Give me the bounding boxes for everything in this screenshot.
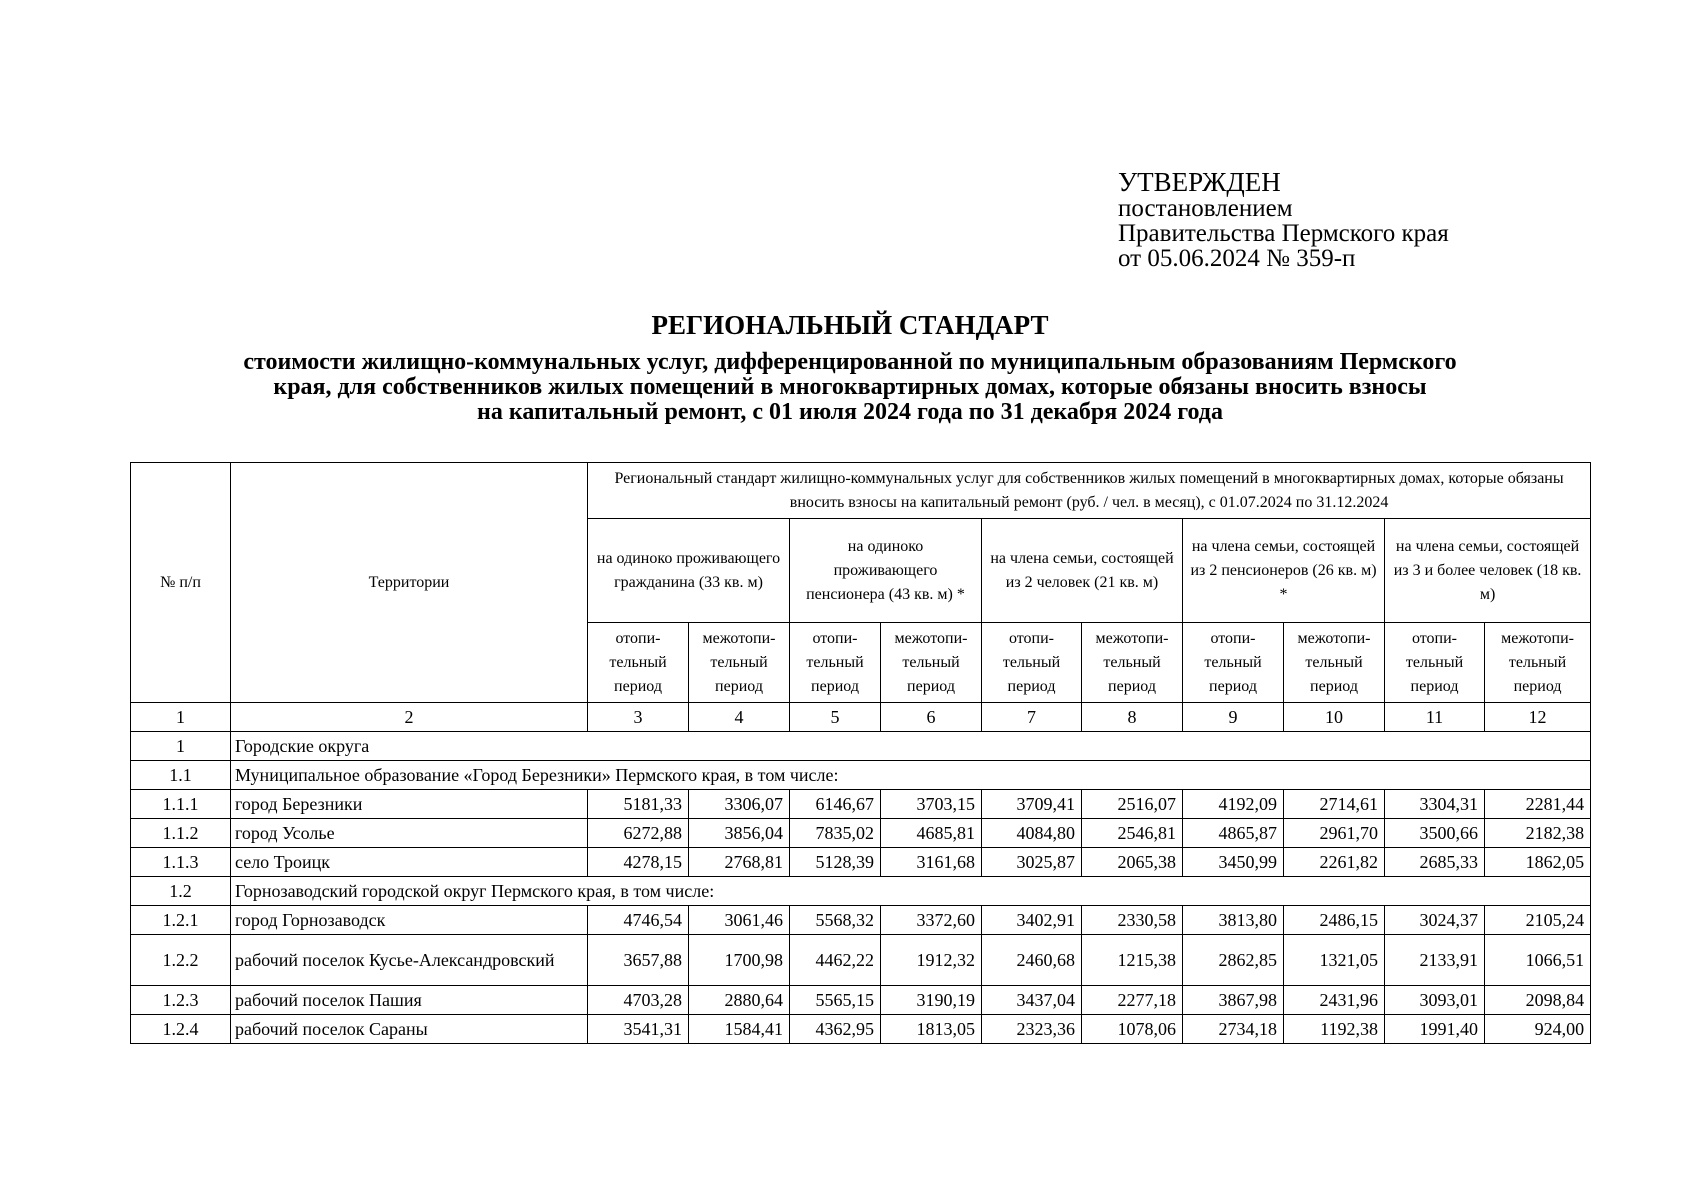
value-cell: 2486,15 xyxy=(1284,906,1385,935)
value-cell: 3306,07 xyxy=(689,790,790,819)
subtitle-line-1: стоимости жилищно-коммунальных услуг, дифференцированной по муниципальным образованиям Пермского xyxy=(243,349,1457,375)
value-cell: 2182,38 xyxy=(1485,819,1591,848)
value-cell: 3541,31 xyxy=(588,1015,689,1044)
row-number: 1.2.4 xyxy=(131,1015,231,1044)
value-cell: 3437,04 xyxy=(982,986,1082,1015)
value-cell: 5128,39 xyxy=(790,848,881,877)
value-cell: 4746,54 xyxy=(588,906,689,935)
table-row xyxy=(131,790,1591,819)
value-cell: 2330,58 xyxy=(1082,906,1183,935)
value-cell: 1862,05 xyxy=(1485,848,1591,877)
column-number: 1 xyxy=(131,703,231,732)
header-heating-period: отопи-тельный период xyxy=(982,623,1082,703)
value-cell: 2460,68 xyxy=(982,935,1082,986)
value-cell: 4703,28 xyxy=(588,986,689,1015)
value-cell: 3372,60 xyxy=(881,906,982,935)
section-number: 1.2 xyxy=(131,877,231,906)
subtitle-line-2: края, для собственников жилых помещений в многоквартирных домах, которые обязаны вносить взносы xyxy=(273,374,1427,400)
value-cell: 3867,98 xyxy=(1183,986,1284,1015)
value-cell: 3402,91 xyxy=(982,906,1082,935)
value-cell: 1192,38 xyxy=(1284,1015,1385,1044)
column-number: 7 xyxy=(982,703,1082,732)
section-row xyxy=(131,732,1591,761)
header-heating-period: отопи-тельный период xyxy=(588,623,689,703)
territory-name: село Троицк xyxy=(231,848,588,877)
column-number: 12 xyxy=(1485,703,1591,732)
value-cell: 2685,33 xyxy=(1385,848,1485,877)
header-category: на члена семьи, состоящей из 3 и более человек (18 кв. м) xyxy=(1385,519,1591,623)
value-cell: 4685,81 xyxy=(881,819,982,848)
section-name: Горнозаводский городской округ Пермского края, в том числе: xyxy=(231,877,1591,906)
value-cell: 4192,09 xyxy=(1183,790,1284,819)
territory-name: город Березники xyxy=(231,790,588,819)
value-cell: 4462,22 xyxy=(790,935,881,986)
value-cell: 3190,19 xyxy=(881,986,982,1015)
value-cell: 3450,99 xyxy=(1183,848,1284,877)
section-name: Муниципальное образование «Город Березники» Пермского края, в том числе: xyxy=(231,761,1591,790)
value-cell: 1991,40 xyxy=(1385,1015,1485,1044)
value-cell: 3657,88 xyxy=(588,935,689,986)
column-number: 10 xyxy=(1284,703,1385,732)
section-row xyxy=(131,877,1591,906)
value-cell: 3304,31 xyxy=(1385,790,1485,819)
header-category: на одиноко проживающего пенсионера (43 кв. м) * xyxy=(790,519,982,623)
row-number: 1.1.3 xyxy=(131,848,231,877)
value-cell: 4084,80 xyxy=(982,819,1082,848)
header-category: на члена семьи, состоящей из 2 пенсионеров (26 кв. м) * xyxy=(1183,519,1385,623)
value-cell: 2323,36 xyxy=(982,1015,1082,1044)
value-cell: 1700,98 xyxy=(689,935,790,986)
value-cell: 5565,15 xyxy=(790,986,881,1015)
value-cell: 2431,96 xyxy=(1284,986,1385,1015)
approval-line-2: постановлением xyxy=(1118,195,1293,222)
table-row xyxy=(131,1015,1591,1044)
value-cell: 3024,37 xyxy=(1385,906,1485,935)
table-row xyxy=(131,935,1591,986)
value-cell: 3061,46 xyxy=(689,906,790,935)
row-number: 1.2.3 xyxy=(131,986,231,1015)
table-row xyxy=(131,819,1591,848)
column-number: 2 xyxy=(231,703,588,732)
value-cell: 2714,61 xyxy=(1284,790,1385,819)
header-heating-period: отопи-тельный период xyxy=(1183,623,1284,703)
value-cell: 3500,66 xyxy=(1385,819,1485,848)
value-cell: 3161,68 xyxy=(881,848,982,877)
header-nonheating-period: межотопи-тельный период xyxy=(1485,623,1591,703)
value-cell: 2281,44 xyxy=(1485,790,1591,819)
approval-line-3: Правительства Пермского края xyxy=(1118,220,1449,247)
territory-name: рабочий поселок Сараны xyxy=(231,1015,588,1044)
value-cell: 2261,82 xyxy=(1284,848,1385,877)
header-heating-period: отопи-тельный период xyxy=(1385,623,1485,703)
column-number: 8 xyxy=(1082,703,1183,732)
header-group: Региональный стандарт жилищно-коммунальных услуг для собственников жилых помещений в многоквартирных домах, которые обязаны вносить взносы на капитальный ремонт (руб. / чел. в месяц), с 01.07.2024 по 31.12.2024 xyxy=(588,463,1591,519)
header-nonheating-period: межотопи-тельный период xyxy=(689,623,790,703)
value-cell: 1912,32 xyxy=(881,935,982,986)
section-name: Городские округа xyxy=(231,732,1591,761)
value-cell: 2862,85 xyxy=(1183,935,1284,986)
value-cell: 2105,24 xyxy=(1485,906,1591,935)
approval-heading: УТВЕРЖДЕН xyxy=(1118,167,1281,197)
value-cell: 3093,01 xyxy=(1385,986,1485,1015)
approval-stamp xyxy=(1118,168,1449,271)
value-cell: 2961,70 xyxy=(1284,819,1385,848)
value-cell: 2098,84 xyxy=(1485,986,1591,1015)
header-heating-period: отопи-тельный период xyxy=(790,623,881,703)
value-cell: 1321,05 xyxy=(1284,935,1385,986)
value-cell: 7835,02 xyxy=(790,819,881,848)
section-number: 1 xyxy=(131,732,231,761)
value-cell: 1584,41 xyxy=(689,1015,790,1044)
value-cell: 3703,15 xyxy=(881,790,982,819)
header-nonheating-period: межотопи-тельный период xyxy=(1284,623,1385,703)
value-cell: 6146,67 xyxy=(790,790,881,819)
value-cell: 6272,88 xyxy=(588,819,689,848)
row-number: 1.2.2 xyxy=(131,935,231,986)
territory-name: рабочий поселок Пашия xyxy=(231,986,588,1015)
value-cell: 3813,80 xyxy=(1183,906,1284,935)
value-cell: 2734,18 xyxy=(1183,1015,1284,1044)
table-row xyxy=(131,906,1591,935)
value-cell: 1215,38 xyxy=(1082,935,1183,986)
section-row xyxy=(131,761,1591,790)
value-cell: 2768,81 xyxy=(689,848,790,877)
header-no: № п/п xyxy=(131,463,231,703)
value-cell: 2133,91 xyxy=(1385,935,1485,986)
value-cell: 2065,38 xyxy=(1082,848,1183,877)
column-number: 9 xyxy=(1183,703,1284,732)
value-cell: 4865,87 xyxy=(1183,819,1284,848)
section-number: 1.1 xyxy=(131,761,231,790)
approval-line-4: от 05.06.2024 № 359-п xyxy=(1118,245,1356,272)
document-subtitle xyxy=(100,350,1600,425)
value-cell: 1813,05 xyxy=(881,1015,982,1044)
subtitle-line-3: на капитальный ремонт, с 01 июля 2024 года по 31 декабря 2024 года xyxy=(477,399,1223,425)
value-cell: 3856,04 xyxy=(689,819,790,848)
column-number: 6 xyxy=(881,703,982,732)
value-cell: 2546,81 xyxy=(1082,819,1183,848)
column-number: 11 xyxy=(1385,703,1485,732)
value-cell: 1078,06 xyxy=(1082,1015,1183,1044)
value-cell: 4362,95 xyxy=(790,1015,881,1044)
row-number: 1.1.1 xyxy=(131,790,231,819)
value-cell: 3025,87 xyxy=(982,848,1082,877)
header-nonheating-period: межотопи-тельный период xyxy=(1082,623,1183,703)
standard-table xyxy=(130,462,1591,1044)
header-territory: Территории xyxy=(231,463,588,703)
value-cell: 5181,33 xyxy=(588,790,689,819)
column-number: 3 xyxy=(588,703,689,732)
value-cell: 2277,18 xyxy=(1082,986,1183,1015)
value-cell: 4278,15 xyxy=(588,848,689,877)
document-title: РЕГИОНАЛЬНЫЙ СТАНДАРТ xyxy=(651,310,1049,340)
value-cell: 5568,32 xyxy=(790,906,881,935)
header-category: на члена семьи, состоящей из 2 человек (21 кв. м) xyxy=(982,519,1183,623)
territory-name: город Усолье xyxy=(231,819,588,848)
table-row xyxy=(131,848,1591,877)
territory-name: город Горнозаводск xyxy=(231,906,588,935)
column-number: 5 xyxy=(790,703,881,732)
column-number: 4 xyxy=(689,703,790,732)
value-cell: 2516,07 xyxy=(1082,790,1183,819)
value-cell: 1066,51 xyxy=(1485,935,1591,986)
table-row xyxy=(131,986,1591,1015)
row-number: 1.2.1 xyxy=(131,906,231,935)
territory-name: рабочий поселок Кусье-Александровский xyxy=(231,935,588,986)
value-cell: 2880,64 xyxy=(689,986,790,1015)
header-nonheating-period: межотопи-тельный период xyxy=(881,623,982,703)
row-number: 1.1.2 xyxy=(131,819,231,848)
value-cell: 924,00 xyxy=(1485,1015,1591,1044)
value-cell: 3709,41 xyxy=(982,790,1082,819)
header-category: на одиноко проживающего гражданина (33 кв. м) xyxy=(588,519,790,623)
